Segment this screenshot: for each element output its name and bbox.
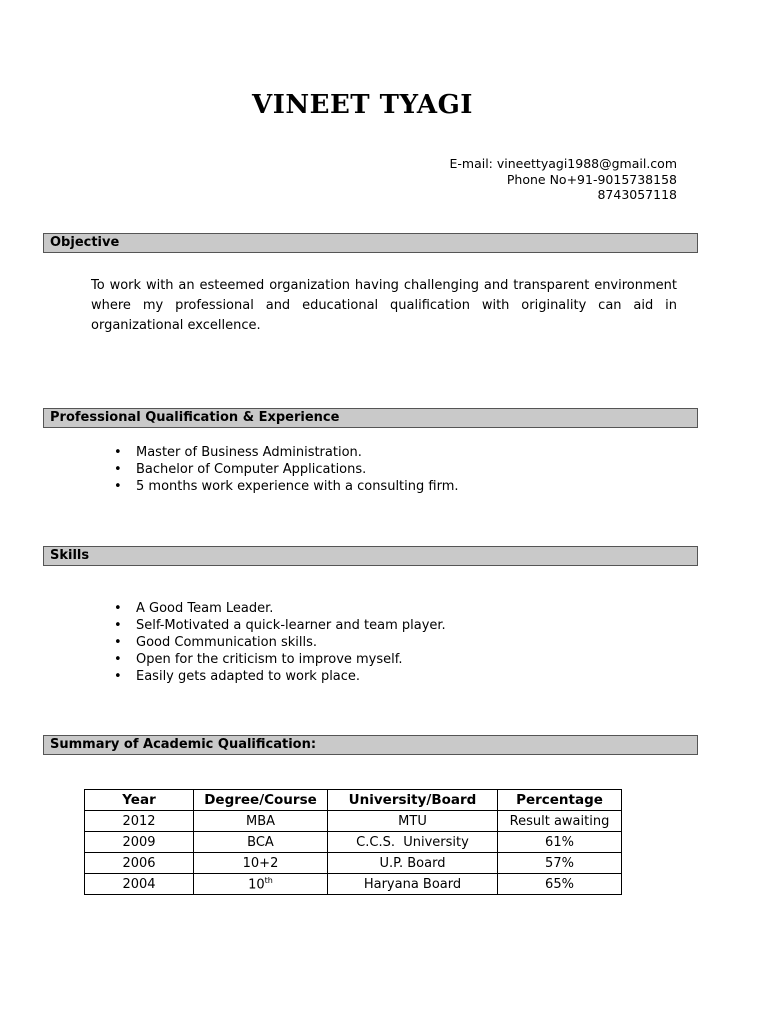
bullet-icon: •	[114, 601, 122, 616]
bullet-icon: •	[114, 479, 122, 494]
table-cell: 2006	[85, 853, 194, 874]
section-heading-skills: Skills	[43, 546, 698, 566]
table-cell: C.C.S. University	[328, 832, 498, 853]
table-row	[85, 811, 622, 832]
candidate-name: VINEET TYAGI	[252, 90, 473, 120]
table-cell: 2004	[85, 874, 194, 895]
table-cell: MBA	[194, 811, 328, 832]
table-cell: 10+2	[194, 853, 328, 874]
degree-text: 10	[248, 877, 265, 893]
column-header-year: Year	[85, 790, 194, 811]
section-heading-objective: Objective	[43, 233, 698, 253]
list-item: • Good Communication skills.	[114, 635, 318, 650]
column-header-university: University/Board	[328, 790, 498, 811]
bullet-icon: •	[114, 618, 122, 633]
table-header-row	[85, 790, 622, 811]
bullet-icon: •	[114, 445, 122, 460]
column-header-degree: Degree/Course	[194, 790, 328, 811]
column-header-percentage: Percentage	[498, 790, 622, 811]
table-cell: BCA	[194, 832, 328, 853]
table-cell: 65%	[498, 874, 622, 895]
list-item: • Bachelor of Computer Applications.	[114, 462, 367, 477]
academic-table	[84, 789, 622, 895]
table-cell: 61%	[498, 832, 622, 853]
bullet-icon: •	[114, 462, 122, 477]
table-cell: Result awaiting	[498, 811, 622, 832]
table-row	[85, 853, 622, 874]
table-cell: 2009	[85, 832, 194, 853]
contact-info	[449, 156, 677, 203]
list-item: • Easily gets adapted to work place.	[114, 669, 361, 684]
phone-line: Phone No+91-9015738158	[506, 171, 677, 187]
table-cell: MTU	[328, 811, 498, 832]
email-line: E-mail: vineettyagi1988@gmail.com	[449, 156, 677, 171]
section-heading-academic: Summary of Academic Qualification:	[43, 735, 698, 755]
table-row	[85, 832, 622, 853]
professional-list	[108, 444, 459, 495]
table-cell: U.P. Board	[328, 853, 498, 874]
table-row	[85, 874, 622, 895]
objective-text: To work with an esteemed organization having challenging and transparent environment where my professional and educational qualification with originality can aid in organizational excellence.	[91, 278, 677, 333]
list-item: • Self-Motivated a quick-learner and team player.	[114, 618, 446, 633]
section-heading-professional: Professional Qualification & Experience	[43, 408, 698, 428]
list-item: • Open for the criticism to improve myself.	[114, 652, 403, 667]
list-item: • A Good Team Leader.	[114, 601, 274, 616]
degree-superscript: th	[264, 875, 273, 885]
table-cell: Haryana Board	[328, 874, 498, 895]
bullet-icon: •	[114, 669, 122, 684]
bullet-icon: •	[114, 652, 122, 667]
table-cell: 2012	[85, 811, 194, 832]
table-cell	[194, 874, 328, 895]
skills-list	[108, 600, 446, 685]
list-item: • Master of Business Administration.	[114, 445, 362, 460]
bullet-icon: •	[114, 635, 122, 650]
phone-line-secondary: 8743057118	[597, 187, 677, 202]
table-cell: 57%	[498, 853, 622, 874]
list-item: • 5 months work experience with a consulting firm.	[114, 479, 459, 494]
